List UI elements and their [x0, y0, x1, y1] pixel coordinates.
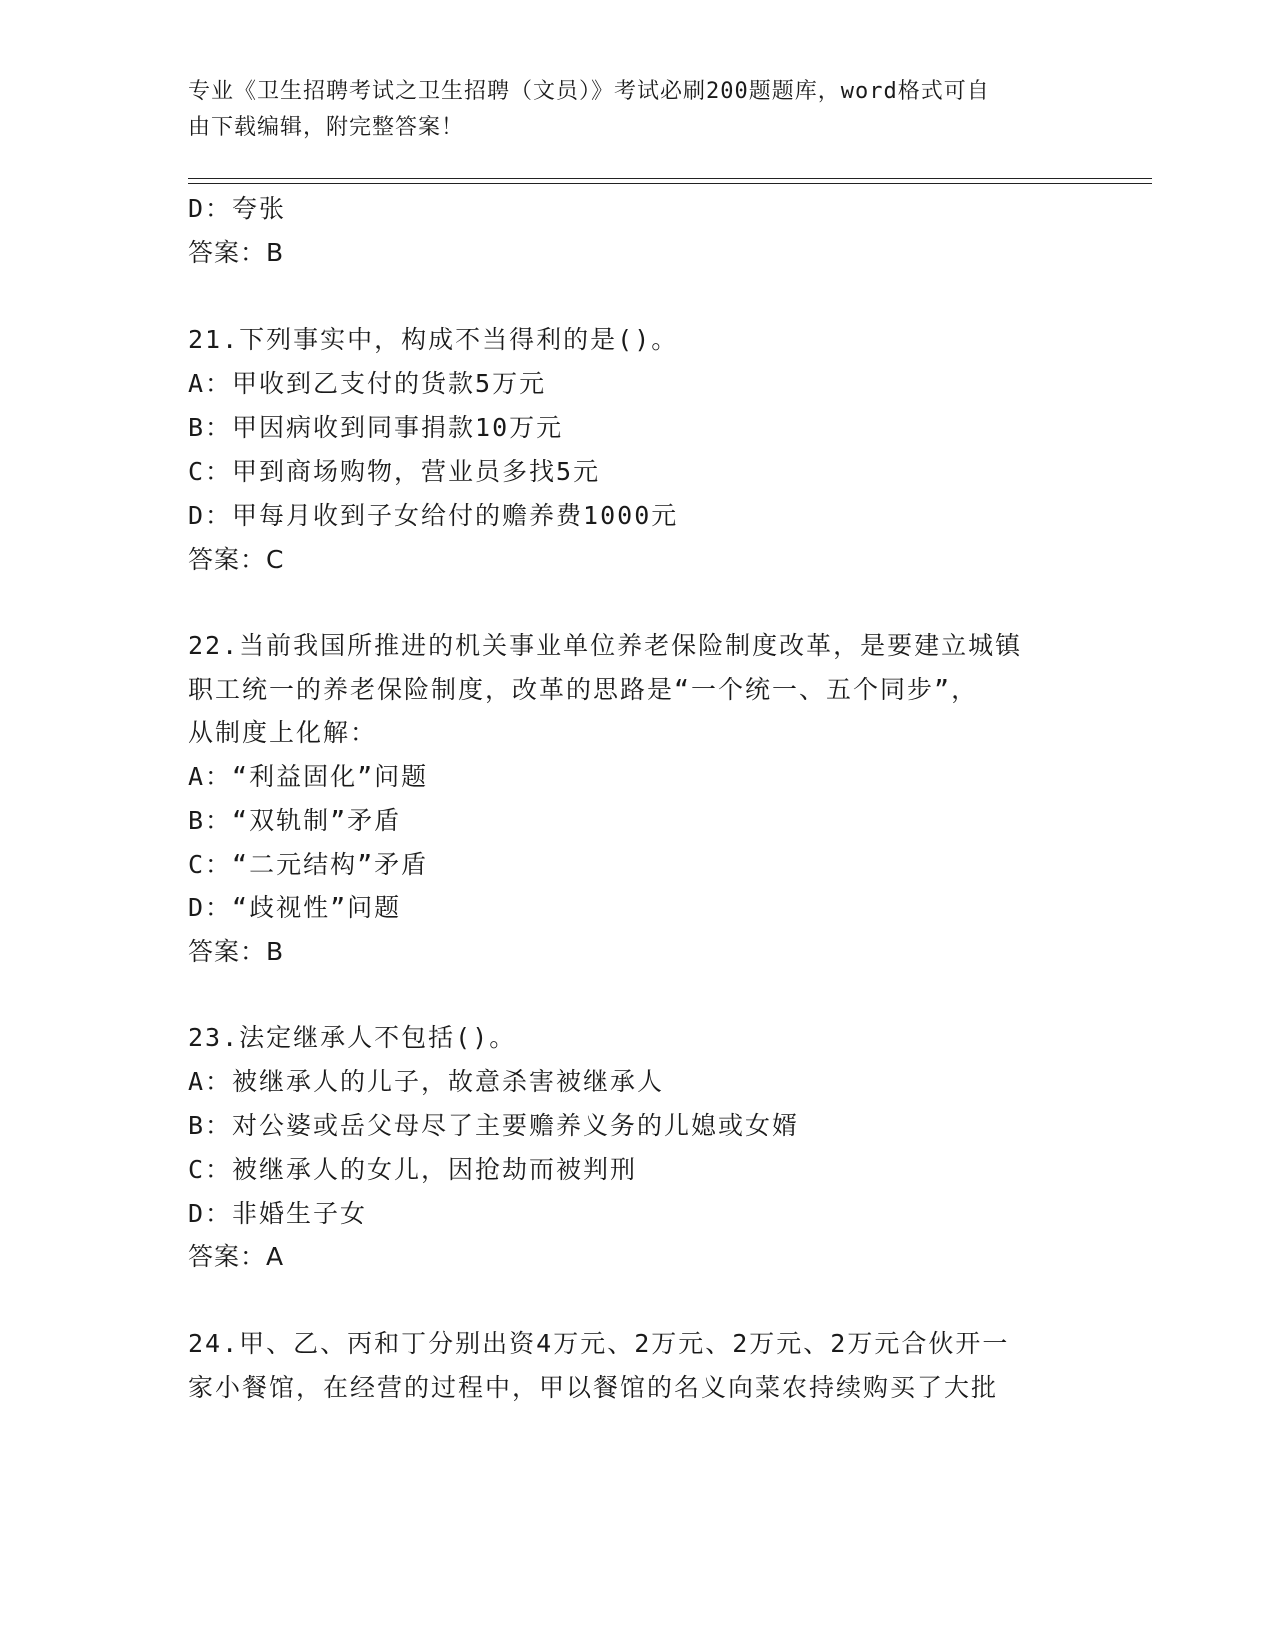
header-line-2: 由下载编辑，附完整答案！: [188, 115, 465, 140]
answer-line: 答案：B: [188, 937, 285, 966]
header-divider: [188, 178, 1152, 179]
question-stem: 22.当前我国所推进的机关事业单位养老保险制度改革，是要建立城镇: [188, 631, 1023, 660]
answer-line: 答案：B: [188, 238, 285, 267]
option-c: C：被继承人的女儿，因抢劫而被判刑: [188, 1155, 638, 1184]
question-stem-cont: 家小餐馆，在经营的过程中，甲以餐馆的名义向菜农持续购买了大批: [188, 1373, 999, 1402]
question-stem: 24.甲、乙、丙和丁分别出资4万元、2万元、2万元、2万元合伙开一: [188, 1329, 1010, 1358]
option-b: B：甲因病收到同事捐款10万元: [188, 413, 564, 442]
option-d: D：“歧视性”问题: [188, 893, 402, 922]
header-line-1: 专业《卫生招聘考试之卫生招聘（文员）》考试必刷200题题库，word格式可自: [188, 79, 990, 104]
answer-line: 答案：C: [188, 545, 285, 574]
option-d: D：夸张: [188, 194, 287, 223]
question-stem: 23.法定继承人不包括()。: [188, 1023, 517, 1052]
option-c: C：“二元结构”矛盾: [188, 850, 429, 879]
option-a: A：甲收到乙支付的货款5万元: [188, 369, 547, 398]
question-stem-cont: 从制度上化解：: [188, 718, 378, 747]
option-a: A：被继承人的儿子，故意杀害被继承人: [188, 1067, 665, 1096]
question-stem-cont: 职工统一的养老保险制度，改革的思路是“一个统一、五个同步”，: [188, 675, 979, 704]
page-header: [188, 74, 1068, 146]
option-a: A：“利益固化”问题: [188, 762, 429, 791]
answer-line: 答案：A: [188, 1242, 285, 1271]
header-divider-double: [188, 183, 1152, 184]
option-d: D：非婚生子女: [188, 1199, 368, 1228]
option-d: D：甲每月收到子女给付的赡养费1000元: [188, 501, 679, 530]
option-b: B：“双轨制”矛盾: [188, 806, 402, 835]
option-b: B：对公婆或岳父母尽了主要赡养义务的儿媳或女婿: [188, 1111, 800, 1140]
question-stem: 21.下列事实中，构成不当得利的是()。: [188, 325, 679, 354]
option-c: C：甲到商场购物，营业员多找5元: [188, 457, 601, 486]
